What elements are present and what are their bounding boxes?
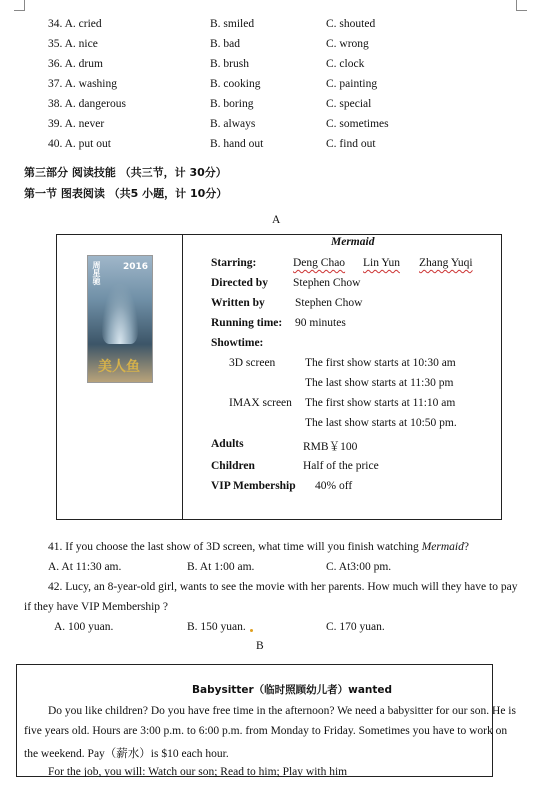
part-heading: 第三部分 阅读技能 （共三节，计 30分） <box>24 166 227 179</box>
running-label: Running time: <box>211 317 283 329</box>
option-a: 35. A. nice <box>48 38 98 50</box>
vip-label: VIP Membership <box>211 480 296 492</box>
option-b: B. cooking <box>210 78 261 90</box>
written-value: Stephen Chow <box>295 297 363 309</box>
question-row <box>48 18 508 34</box>
page-corner-mark <box>516 0 527 11</box>
running-value: 90 minutes <box>295 317 346 329</box>
question-row <box>48 38 508 54</box>
question-row <box>48 98 508 114</box>
question-row <box>48 138 508 154</box>
poster-title: 美人鱼 <box>98 359 140 375</box>
option-b: B. always <box>210 118 256 130</box>
option-b: B. At 1:00 am. <box>187 561 255 573</box>
showtime-last: The last show starts at 10:50 pm. <box>305 417 457 429</box>
option-c: C. At3:00 pm. <box>326 561 392 573</box>
option-a: 36. A. drum <box>48 58 103 70</box>
option-a: 40. A. put out <box>48 138 111 150</box>
showtime-first: The first show starts at 10:30 am <box>305 357 456 369</box>
vip-discount: 40% off <box>315 480 353 492</box>
option-b: B. brush <box>210 58 249 70</box>
question-42-stem: 42. Lucy, an 8-year-old girl, wants to see the movie with her parents. How much will they have to pay <box>48 581 518 593</box>
screen-imax: IMAX screen <box>229 397 292 409</box>
star-name: Lin Yun <box>363 257 400 269</box>
ad-text-line: For the job, you will: Watch our son; Read to him; Play with him <box>48 766 348 777</box>
star-name: Deng Chao <box>293 257 346 269</box>
stray-dot <box>250 629 253 632</box>
option-a: A. At 11:30 am. <box>48 561 122 573</box>
question-row <box>48 118 508 134</box>
option-c: C. 170 yuan. <box>326 621 385 633</box>
showtime-first: The first show starts at 11:10 am <box>305 397 456 409</box>
option-a: 34. A. cried <box>48 18 102 30</box>
directed-label: Directed by <box>211 277 268 289</box>
screen-3d: 3D screen <box>229 357 276 369</box>
stem-text: 41. If you choose the last show of 3D screen, what time will you finish watching <box>48 541 422 553</box>
movie-poster <box>87 255 153 383</box>
showtime-last: The last show starts at 11:30 pm <box>305 377 454 389</box>
showtime-label: Showtime: <box>211 337 264 349</box>
option-c: C. wrong <box>326 38 369 50</box>
option-a: 37. A. washing <box>48 78 117 90</box>
question-row <box>48 78 508 94</box>
directed-value: Stephen Chow <box>293 277 361 289</box>
star-name: Zhang Yuqi <box>419 257 473 269</box>
option-a: 39. A. never <box>48 118 105 130</box>
page-corner-mark <box>14 0 25 11</box>
stem-punct: ? <box>463 541 469 553</box>
option-c: C. clock <box>326 58 365 70</box>
passage-label-a: A <box>272 214 281 226</box>
option-c: C. special <box>326 98 372 110</box>
written-label: Written by <box>211 297 265 309</box>
option-c: C. find out <box>326 138 376 150</box>
adults-price: RMB￥100 <box>303 441 358 453</box>
ad-text-line: Do you like children? Do you have free time in the afternoon? We need a babysitter for our son. He is <box>48 705 516 717</box>
option-a: 38. A. dangerous <box>48 98 126 110</box>
movie-title: Mermaid <box>331 236 375 248</box>
option-a: A. 100 yuan. <box>54 621 114 633</box>
table-divider <box>182 235 183 519</box>
children-label: Children <box>211 460 255 472</box>
children-price: Half of the price <box>303 460 379 472</box>
option-b: B. smiled <box>210 18 255 30</box>
ad-text-line: the weekend. Pay（薪水）is $10 each hour. <box>24 748 229 760</box>
ad-text-line: five years old. Hours are 3:00 p.m. to 6:00 p.m. from Monday to Friday. Sometimes you have to work on <box>24 725 508 737</box>
option-c: C. sometimes <box>326 118 389 130</box>
stem-movie-title: Mermaid <box>421 541 464 553</box>
adults-label: Adults <box>211 438 244 450</box>
starring-label: Starring: <box>211 257 257 269</box>
movie-info-table <box>56 234 502 520</box>
option-b: B. 150 yuan. <box>187 621 246 633</box>
question-42-stem-cont: if they have VIP Membership ? <box>24 601 169 613</box>
option-b: B. boring <box>210 98 254 110</box>
poster-year: 2016 <box>122 262 148 272</box>
question-row <box>48 58 508 74</box>
option-c: C. shouted <box>326 18 376 30</box>
mermaid-tail-image <box>102 284 138 344</box>
question-41-stem <box>48 541 469 553</box>
passage-label-b: B <box>256 640 264 652</box>
option-c: C. painting <box>326 78 378 90</box>
poster-text: 周星驰 <box>92 261 101 285</box>
ad-title: Babysitter（临时照顾幼儿者）wanted <box>192 684 393 696</box>
option-b: B. hand out <box>210 138 264 150</box>
option-b: B. bad <box>210 38 241 50</box>
section-heading: 第一节 图表阅读 （共5 小题，计 10分） <box>24 187 228 200</box>
